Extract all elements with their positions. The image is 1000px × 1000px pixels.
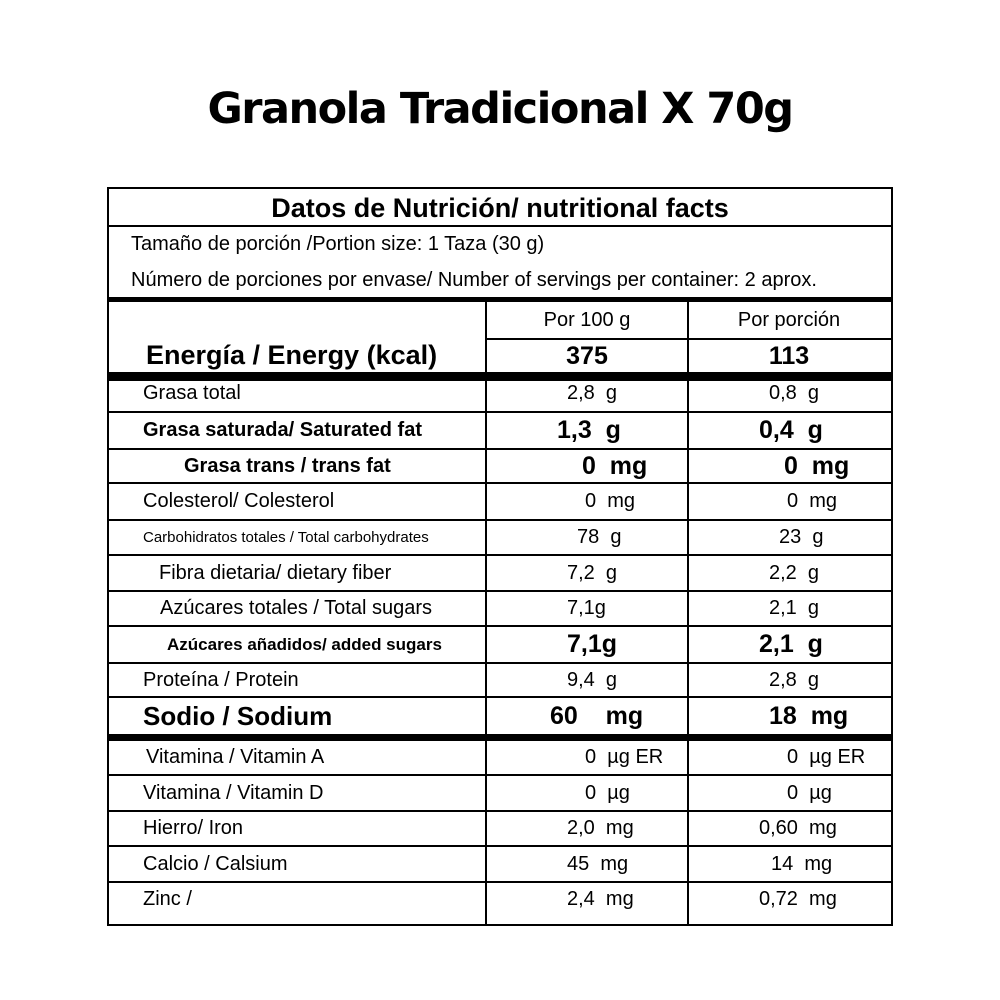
nutrient-name: Calcio / Calsium <box>143 852 288 875</box>
table-row <box>109 774 891 810</box>
table-row <box>109 448 891 482</box>
table-row <box>109 411 891 448</box>
table-row <box>109 376 891 411</box>
value-per-100g: 78 g <box>577 526 622 548</box>
value-per-portion: 0 mg <box>787 490 838 512</box>
value-per-portion: 0 mg <box>784 451 850 480</box>
value-per-100g: 0 mg <box>585 490 636 512</box>
header-rule <box>487 338 891 340</box>
value-per-100g: 45 mg <box>567 852 629 875</box>
nutrient-name: Azúcares añadidos/ added sugars <box>167 634 442 654</box>
nutrient-name: Vitamina / Vitamin A <box>146 746 325 768</box>
table-row <box>109 625 891 662</box>
product-title: Granola Tradicional X 70g <box>207 84 793 134</box>
value-per-100g: 2,4 mg <box>567 888 634 910</box>
nutrient-name: Grasa trans / trans fat <box>184 454 391 477</box>
servings-per-container: Número de porciones por envase/ Number of servings per container: 2 aprox. <box>131 269 817 291</box>
nutrient-name: Sodio / Sodium <box>143 700 333 731</box>
value-per-portion: 0,72 mg <box>759 888 837 910</box>
table-header: Datos de Nutrición/ nutritional facts <box>109 189 891 227</box>
energy-label: Energía / Energy (kcal) <box>146 340 438 370</box>
table-row <box>109 845 891 881</box>
table-row <box>109 519 891 554</box>
value-per-100g: 2,0 mg <box>567 817 634 839</box>
value-per-portion: 2,1 g <box>769 597 820 619</box>
table-row <box>109 734 891 774</box>
nutrient-name: Colesterol/ Colesterol <box>143 490 335 512</box>
value-per-100g: 7,1g <box>567 597 606 619</box>
value-per-portion: 0 µg ER <box>787 746 866 768</box>
nutrition-facts-table <box>107 187 893 926</box>
column-divider <box>485 381 487 924</box>
column-header-per-portion: Por porción <box>737 309 841 331</box>
column-header-per-100g: Por 100 g <box>543 309 631 331</box>
value-per-100g: 9,4 g <box>567 668 618 691</box>
value-per-100g: 7,2 g <box>567 561 618 584</box>
value-per-100g: 60 mg <box>550 701 644 730</box>
table-row <box>109 482 891 519</box>
nutrient-name: Zinc / <box>143 888 192 910</box>
value-per-portion: 0 µg <box>787 781 832 804</box>
nutrient-name: Hierro/ Iron <box>143 817 244 839</box>
value-per-portion: 2,8 g <box>769 668 820 691</box>
nutrient-name: Vitamina / Vitamin D <box>143 781 324 804</box>
value-per-portion: 2,1 g <box>759 630 823 658</box>
energy-per-portion: 113 <box>768 342 810 370</box>
table-row <box>109 554 891 590</box>
nutrient-name: Proteína / Protein <box>143 668 299 691</box>
thick-divider <box>109 297 891 302</box>
table-row <box>109 590 891 625</box>
nutrient-name: Grasa saturada/ Saturated fat <box>143 419 422 441</box>
table-row <box>109 881 891 916</box>
energy-per-100g: 375 <box>566 342 608 370</box>
table-row <box>109 696 891 734</box>
value-per-100g: 0 mg <box>582 451 648 480</box>
value-per-100g: 1,3 g <box>557 416 621 444</box>
value-per-portion: 18 mg <box>769 701 849 730</box>
value-per-100g: 0 µg <box>585 781 630 804</box>
value-per-100g: 7,1g <box>567 630 618 658</box>
nutrient-name: Carbohidratos totales / Total carbohydrates <box>143 529 429 546</box>
value-per-100g: 0 µg ER <box>585 746 664 768</box>
column-divider <box>687 381 689 924</box>
nutrient-name: Azúcares totales / Total sugars <box>160 597 432 619</box>
value-per-portion: 0,8 g <box>769 382 820 404</box>
nutrient-name: Grasa total <box>143 382 241 404</box>
value-per-portion: 2,2 g <box>769 561 820 584</box>
value-per-portion: 0,4 g <box>759 416 823 444</box>
value-per-100g: 2,8 g <box>567 382 618 404</box>
nutrient-name: Fibra dietaria/ dietary fiber <box>159 561 392 584</box>
portion-size: Tamaño de porción /Portion size: 1 Taza (30 g) <box>131 233 545 255</box>
table-row <box>109 662 891 696</box>
nutrient-rows <box>109 376 891 916</box>
value-per-portion: 23 g <box>779 526 824 548</box>
table-row <box>109 810 891 845</box>
value-per-portion: 0,60 mg <box>759 817 837 839</box>
value-per-portion: 14 mg <box>771 852 833 875</box>
